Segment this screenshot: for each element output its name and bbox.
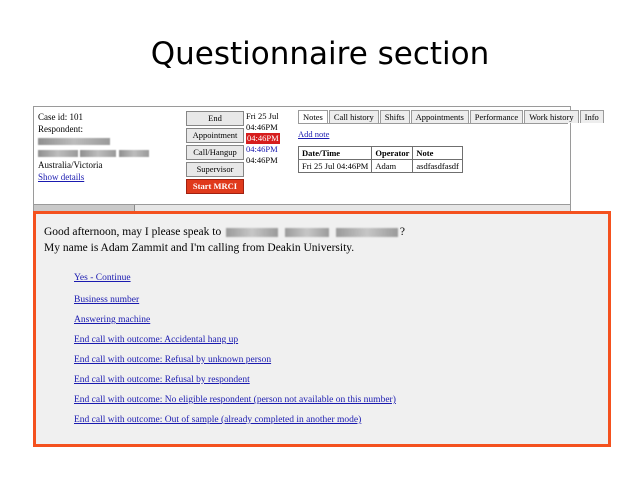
time-date: Fri 25 Jul (246, 111, 279, 121)
column-header-note: Note (413, 147, 462, 160)
case-id-label: Case id: 101 (38, 112, 83, 122)
respondent-phone-redacted (38, 147, 178, 159)
respondent-label: Respondent: (38, 124, 83, 134)
option-no-eligible-respondent[interactable]: End call with outcome: No eligible respondent (person not available on this number) (74, 395, 396, 405)
time-value-2: 04:46PM (246, 155, 278, 165)
column-header-operator: Operator (372, 147, 413, 160)
show-details-link[interactable]: Show details (38, 172, 85, 182)
cell-datetime: Fri 25 Jul 04:46PM (299, 160, 372, 173)
time-column (246, 111, 294, 166)
cell-operator: Adam (372, 160, 413, 173)
tab-appointments[interactable]: Appointments (411, 110, 469, 123)
column-header-datetime: Date/Time (299, 147, 372, 160)
page-title: Questionnaire section (150, 36, 490, 72)
notes-table (298, 146, 463, 173)
option-answering-machine[interactable]: Answering machine (74, 315, 151, 325)
tab-work-history[interactable]: Work history (524, 110, 578, 123)
tab-notes[interactable]: Notes (298, 110, 328, 123)
appointment-button[interactable]: Appointment (186, 128, 244, 143)
option-refusal-unknown-person[interactable]: End call with outcome: Refusal by unknown person (74, 355, 272, 365)
call-management-panel (33, 106, 599, 210)
script-line-2: My name is Adam Zammit and I'm calling from Deakin University. (44, 242, 355, 254)
script-line-1 (44, 224, 600, 240)
time-value-link[interactable]: 04:46PM (246, 144, 278, 154)
call-action-buttons (186, 111, 244, 196)
time-value-1: 04:46PM (246, 122, 278, 132)
case-location: Australia/Victoria (38, 160, 103, 170)
script-line-1-post: ? (399, 226, 405, 238)
respondent-name-redacted (38, 135, 178, 147)
call-hangup-button[interactable]: Call/Hangup (186, 145, 244, 160)
script-line-1-pre: Good afternoon, may I please speak to (44, 226, 222, 238)
option-accidental-hang-up[interactable]: End call with outcome: Accidental hang up (74, 335, 239, 345)
tab-call-history[interactable]: Call history (329, 110, 379, 123)
notes-table-header-row (299, 147, 463, 160)
tab-info[interactable]: Info (580, 110, 604, 123)
questionnaire-script (44, 224, 600, 256)
option-yes-continue[interactable]: Yes - Continue (74, 273, 131, 283)
add-note-link[interactable]: Add note (298, 129, 330, 139)
tab-shifts[interactable]: Shifts (380, 110, 410, 123)
table-row (299, 160, 463, 173)
questionnaire-panel (33, 211, 611, 447)
option-out-of-sample[interactable]: End call with outcome: Out of sample (already completed in another mode) (74, 415, 362, 425)
option-business-number[interactable]: Business number (74, 295, 140, 305)
time-value-highlighted: 04:46PM (247, 133, 279, 143)
end-button[interactable]: End (186, 111, 244, 126)
questionnaire-options (74, 272, 600, 434)
supervisor-button[interactable]: Supervisor (186, 162, 244, 177)
start-mrci-button[interactable]: Start MRCI (186, 179, 244, 194)
case-info-panel (38, 111, 178, 183)
tab-performance[interactable]: Performance (470, 110, 523, 123)
tab-bar (298, 109, 599, 124)
notes-panel (298, 109, 599, 207)
cell-note: asdfasdfasdf (413, 160, 462, 173)
option-refusal-respondent[interactable]: End call with outcome: Refusal by respondent (74, 375, 250, 385)
